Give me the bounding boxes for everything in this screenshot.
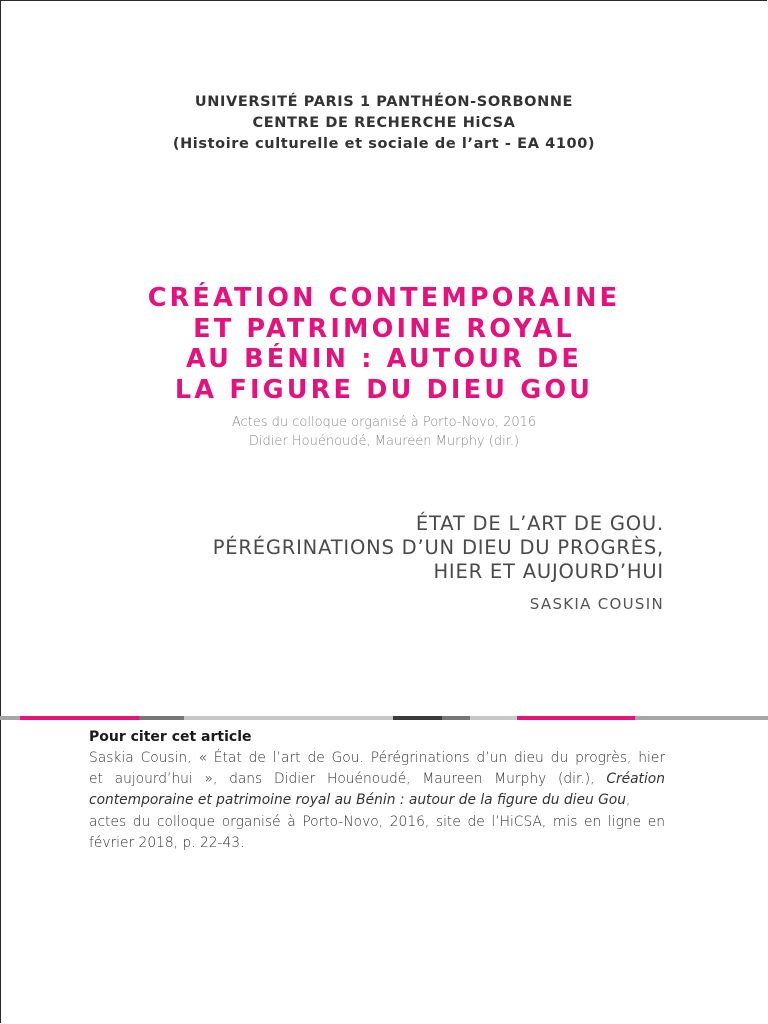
article-title [213,512,664,584]
book-title-line-1: CRÉATION CONTEMPORAINE [147,283,621,313]
book-title-line-2: ET PATRIMOINE ROYAL [193,313,575,344]
bar-segment [470,716,517,720]
bar-segment [393,716,442,720]
bar-segment [0,716,20,720]
proceedings-line: Actes du colloque organisé à Porto-Novo, 2016 [231,415,537,430]
article-title-line-1: ÉTAT DE L’ART DE GOU. [415,512,664,535]
research-center-name: CENTRE DE RECHERCHE HiCSA [252,115,516,131]
bar-segment [184,716,393,720]
bar-segment-accent [517,716,635,720]
citation-heading: Pour citer cet article [89,729,252,745]
decorative-color-bar [0,716,768,720]
citation-comma: , [625,792,631,809]
article-title-line-2: PÉRÉGRINATIONS D’UN DIEU DU PROGRÈS, [212,536,664,559]
citation-line-4: actes du colloque organisé à Porto-Novo, 2016, site de l’HiCSA, mis en ligne en [89,813,665,830]
book-title-line-3: AU BÉNIN : AUTOUR DE [185,344,583,374]
bar-segment [635,716,768,720]
article-title-line-3: HIER ET AUJOURD’HUI [433,560,664,583]
citation-line-3 [89,790,665,811]
citation-book-title-part-1: Création [606,771,665,788]
book-title-line-4: LA FIGURE DU DIEU GOU [174,374,594,405]
bar-segment-accent [20,716,139,720]
book-title [0,283,768,405]
citation-line-2-text: et aujourd’hui », dans Didier Houénoudé, Maureen Murphy (dir.), [89,771,595,788]
citation-book-title-part-2: contemporaine et patrimoine royal au Bénin : autour de la figure du dieu Gou [89,792,626,809]
citation-line-2 [89,769,665,790]
bar-segment [442,716,470,720]
proceedings-info [0,413,768,451]
article-author: SASKIA COUSIN [529,595,664,613]
citation-line-5: février 2018, p. 22-43. [89,834,245,851]
editors-line: Didier Houénoudé, Maureen Murphy (dir.) [248,434,520,449]
citation-text [89,748,665,854]
research-center-description: (Histoire culturelle et sociale de l’art - EA 4100) [172,136,596,152]
bar-segment [139,716,184,720]
institution-header [0,92,768,155]
citation-line-1: Saskia Cousin, « État de l’art de Gou. Pérégrinations d’un dieu du progrès, hier [89,750,665,766]
university-name: UNIVERSITÉ PARIS 1 PANTHÉON-SORBONNE [194,94,574,110]
